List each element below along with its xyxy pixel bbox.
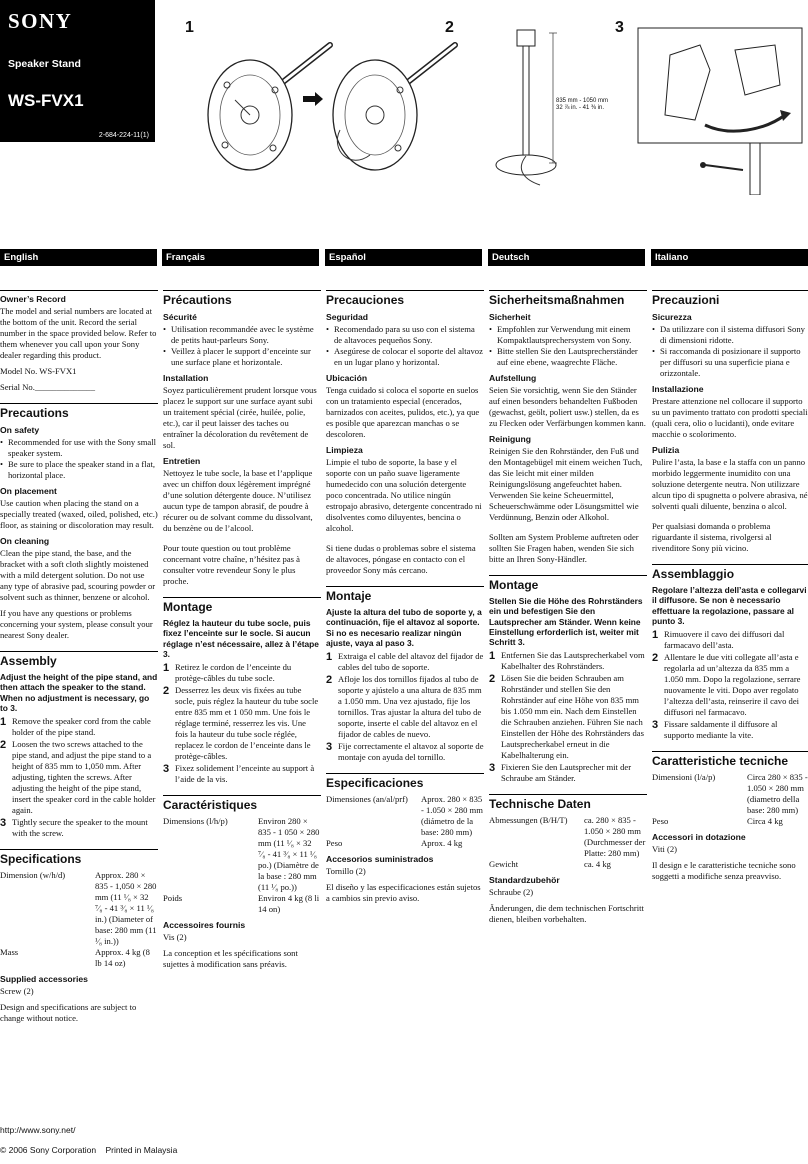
list-item: • Be sure to place the speaker stand in a flat, horizontal place.: [0, 459, 158, 481]
securite-title: Sécurité: [163, 312, 197, 323]
placement-text: Use caution when placing the stand on a specially treated (waxed, oiled, polished, etc.) floor, as staining or discoloration may result.: [0, 498, 158, 531]
height-dimension: [556, 98, 608, 112]
list-item: • Bitte stellen Sie den Lautsprecherständer auf eine ebene, waagrechte Fläche.: [489, 346, 647, 368]
step-text: Retirez le cordon de l’enceinte du protège-câbles du tube socle.: [175, 661, 292, 683]
arrow-right-icon: [303, 92, 323, 106]
montage-subtitle: Stellen Sie die Höhe des Rohrständers ein und befestigen Sie den Lautsprecher am Ständer. Wenn keine Einstellung erforderlich ist, weiter mit Schritt 3.: [489, 596, 643, 647]
montage-steps: [489, 650, 647, 784]
spec-mass: [0, 947, 158, 969]
step-number: 2: [0, 738, 7, 751]
montage-steps: [163, 662, 321, 785]
step-number: 1: [489, 649, 496, 662]
spec-label: Poids: [163, 892, 183, 903]
spec-value: Approx. 4 kg (8 lb 14 oz): [95, 946, 150, 968]
precauciones-title: Precauciones: [326, 290, 484, 307]
spec-dimension: [489, 815, 647, 859]
montage-subtitle: Réglez la hauteur du tube socle, puis fixez l’enceinte sur le socle. Si aucun réglage n’est nécessaire, allez à l’étape 3.: [163, 618, 319, 659]
spec-label: Gewicht: [489, 858, 519, 869]
copyright: © 2006 Sony Corporation Printed in Malaysia: [0, 1145, 178, 1155]
specifications-title: Specifications: [0, 849, 158, 866]
spec-label: Abmessungen (B/H/T): [489, 814, 568, 825]
step-text: Fixez solidement l’enceinte au support à l’aide de la vis.: [175, 762, 315, 784]
step-number: 1: [326, 650, 333, 663]
step-text: Fissare saldamente il diffusore al supporto mediante la vite.: [664, 718, 778, 740]
part-number: 2-684-224-11(1): [98, 132, 149, 139]
technische-daten-title: Technische Daten: [489, 794, 647, 811]
list-item: [489, 673, 647, 761]
questions-text: Per qualsiasi domanda o problema riguardante il sistema, rivolgersi al rivenditore Sony più vicino.: [652, 521, 772, 554]
spec-value: Approx. 280 × 835 - 1,050 × 280 mm (11 ¹⁄₈ × 32 ⁷⁄₈ - 41 ³⁄₈ × 11 ¹⁄₈ in.) (Diameter of base: 280 mm (11 ¹⁄₈ in.)): [95, 869, 157, 946]
spec-mass: [326, 838, 484, 849]
sicurezza-title: Sicurezza: [652, 312, 692, 323]
placement-title: On placement: [0, 486, 57, 497]
serial-number: Serial No.______________: [0, 382, 96, 392]
illustration-step-1: 1: [185, 19, 194, 36]
questions-text: Pour toute question ou tout problème concernant votre chaîne, n’hésitez pas à consulter votre revendeur Sony le plus proche.: [163, 543, 300, 587]
step-text: Extraiga el cable del altavoz del fijador de cables del tubo de soporte.: [338, 650, 484, 672]
spec-mass: [489, 859, 647, 870]
design-notice: La conception et les spécifications sont sujettes à modification sans préavis.: [163, 947, 298, 969]
list-item: • Veillez à placer le support d’enceinte sur une surface plane et horizontale.: [163, 346, 321, 368]
spec-value: Aprox. 4 kg: [421, 837, 463, 848]
spec-label: Dimensiones (an/al/prf): [326, 793, 408, 804]
spec-label: Mass: [0, 946, 19, 957]
owners-record-text: The model and serial numbers are located at the bottom of the unit. Record the serial number in the space provided below. Refer to them whenever you call upon your Sony dealer regarding this product.: [0, 306, 157, 360]
spec-label: Peso: [652, 815, 669, 826]
step-text: Rimuovere il cavo dei diffusori dal farmacavo dell’asta.: [664, 628, 785, 650]
accesorios-title: Accesorios suministrados: [326, 853, 434, 864]
illustration-step-3: 3: [615, 19, 624, 36]
entretien-title: Entretien: [163, 456, 201, 467]
tab-english: English: [0, 249, 157, 266]
spec-label: Dimensioni (l/a/p): [652, 771, 716, 782]
list-item: [0, 739, 158, 816]
limpieza-text: Limpie el tubo de soporte, la base y el soporte con un paño suave ligeramente humedecido con una solución detergente poco concentrada. No utilice ningún estropajo abrasivo, detergente concentrado ni disolventes como diluyentes, bencina o alcohol.: [326, 457, 482, 534]
design-notice: Design and specifications are subject to change without notice.: [0, 1001, 137, 1023]
tab-italiano: Italiano: [651, 249, 808, 266]
assemblaggio-subtitle: Regolare l’altezza dell’asta e collegarvi il diffusore. Se non è necessario effettuare la regolazione, passare al punto 3.: [652, 585, 807, 626]
column-english: [0, 290, 158, 1029]
list-item: [326, 741, 484, 763]
questions-text: Si tiene dudas o problemas sobre el sistema de altavoces, póngase en contacto con el proveedor Sony más cercano.: [326, 543, 476, 576]
header-banner: [0, 0, 155, 142]
tab-deutsch: Deutsch: [488, 249, 645, 266]
step-text: Fixieren Sie den Lautsprecher mit der Schraube am Ständer.: [501, 761, 632, 783]
spec-label: Peso: [326, 837, 343, 848]
model-number: Model No. WS-FVX1: [0, 366, 77, 376]
sicurezza-list: [652, 324, 808, 379]
tab-espanol: Español: [325, 249, 482, 266]
list-item: [326, 651, 484, 673]
sony-logo: SONY: [8, 9, 73, 33]
design-notice: Il design e le caratteristiche tecniche sono soggetti a modifiche senza preavviso.: [652, 859, 796, 881]
installation-text: Soyez particulièrement prudent lorsque vous placez le support sur une surface ayant subi un traitement spécial (cirée, huilée, polie, etc.), car il peut laisser des taches ou entraîner la décoloration du revêtement de sol.: [163, 385, 317, 451]
list-item: [489, 762, 647, 784]
montaje-subtitle: Ajuste la altura del tubo de soporte y, a continuación, fije el altavoz al soporte. Si no es necesario realizar ningún ajuste, vaya al paso 3.: [326, 607, 482, 648]
tab-francais: Français: [162, 249, 319, 266]
securite-list: [163, 324, 321, 368]
spec-value: Environ 280 × 835 - 1 050 × 280 mm (11 ¹⁄₈ × 32 ⁷⁄₈ - 41 ³⁄₈ × 11 ¹⁄₈ po.) (Diamètre de la base : 280 mm (11 ¹⁄₈ po.)): [258, 815, 320, 892]
step-text: Desserrez les deux vis fixées au tube socle, puis réglez la hauteur du tube socle entre 835 mm et 1 050 mm. Une fois le réglage terminé, resserrez les vis. Une fois la hauteur du tube socle réglée, replacez le cordon de l’enceinte dans le protège-câbles.: [175, 684, 319, 761]
installazione-text: Prestare attenzione nel collocare il supporto su un pavimento trattato con prodotti speciali (quali cera, olio o lucidanti), onde evitare macchie o scolorimento.: [652, 396, 808, 440]
column-deutsch: [489, 290, 647, 930]
reinigung-text: Reinigen Sie den Rohrständer, den Fuß und den Montagebügel mit einem weichen Tuch, das Sie leicht mit einer milden Reinigungslösung angefeuchtet haben. Verwenden Sie keine Scheuermittel, Scheuerschwämme oder Lösungsmittel wie Verdünnung, Benzin oder Alkohol.: [489, 446, 643, 523]
limpieza-title: Limpieza: [326, 445, 363, 456]
column-espanol: [326, 290, 484, 909]
entretien-text: Nettoyez le tube socle, la base et l’applique avec un chiffon doux légèrement imprégné d’une solution détergente douce. N’utilisez aucun type de tampon abrasif, de poudre à récurer ou de solvant comme du dissolvant, du benzène ou de l’alcool.: [163, 468, 313, 534]
spec-value: ca. 4 kg: [584, 858, 611, 869]
montage-title: Montage: [163, 597, 321, 614]
list-item: [652, 652, 808, 718]
list-item: [652, 629, 808, 651]
questions-text: If you have any questions or problems concerning your system, please consult your nearest Sony dealer.: [0, 608, 153, 641]
spec-mass: [652, 816, 808, 827]
accessoires-text: Vis (2): [163, 931, 187, 942]
list-item: • Si raccomanda di posizionare il supporto per diffusori su una superficie piana e orizzontale.: [652, 346, 808, 379]
accessori-title: Accessori in dotazione: [652, 831, 746, 842]
spec-value: Circa 280 × 835 - 1.050 × 280 mm (diametro della base: 280 mm): [747, 771, 808, 815]
step-text: Afloje los dos tornillos fijados al tubo de soporte y ajústelo a una altura de 835 mm a 1.050 mm. Una vez ajustado, fije los tornillos. Tras ajustar la altura del tubo de soporte, inserte el cable del altavoz en el fijador de cables de nuevo.: [338, 673, 482, 739]
sony-website-link[interactable]: http://www.sony.net/: [0, 1125, 76, 1135]
owners-record-title: Owner’s Record: [0, 290, 158, 305]
list-item: • Asegúrese de colocar el soporte del altavoz en un lugar plano y horizontal.: [326, 346, 484, 368]
list-item: [163, 662, 321, 684]
step-text: Entfernen Sie das Lautsprecherkabel vom Kabelhalter des Rohrständers.: [501, 649, 645, 671]
step-number: 1: [0, 715, 7, 728]
list-item: [652, 719, 808, 741]
spec-value: Aprox. 280 × 835 - 1.050 × 280 mm (diámetro de la base: 280 mm): [421, 793, 483, 837]
safety-title: On safety: [0, 425, 40, 436]
cleaning-title: On cleaning: [0, 536, 50, 547]
step-number: 3: [0, 816, 7, 829]
precautions-title: Precautions: [0, 403, 158, 420]
list-item: • Da utilizzare con il sistema diffusori Sony di dimensioni ridotte.: [652, 324, 808, 346]
assembly-steps: [0, 716, 158, 839]
accessori-text: Viti (2): [652, 843, 678, 854]
spec-value: Environ 4 kg (8 li 14 on): [258, 892, 320, 914]
spec-dimension: [0, 870, 158, 947]
ubicacion-title: Ubicación: [326, 373, 368, 384]
caratteristiche-title: Caratteristiche tecniche: [652, 751, 808, 768]
especificaciones-title: Especificaciones: [326, 773, 484, 790]
step-text: Loosen the two screws attached to the pipe stand, and adjust the pipe stand to a height of 835 mm to 1,050 mm. After adjusting, tighten the screws. After adjusting the height of the pipe stand, insert the speaker cord in the cable holder again.: [12, 738, 156, 815]
sicherheit-title: Sicherheit: [489, 312, 531, 323]
safety-list: [0, 437, 158, 481]
list-item: [163, 685, 321, 762]
questions-text: Sollten am System Probleme auftreten oder sollten Sie Fragen haben, wenden Sie sich bitte an Ihren Sony-Händler.: [489, 532, 639, 565]
cleaning-text: Clean the pipe stand, the base, and the bracket with a soft cloth slightly moistened with a mild detergent solution. Do not use any type of abrasive pad, scouring powder or solvent such as thinner, benzene or alcohol.: [0, 548, 156, 603]
step-number: 3: [163, 762, 170, 775]
assembly-title: Assembly: [0, 651, 158, 668]
design-notice: El diseño y las especificaciones están sujetos a cambios sin previo aviso.: [326, 881, 481, 903]
dimension-metric: 835 mm - 1050 mm: [556, 98, 609, 104]
step-number: 2: [326, 673, 333, 686]
list-item: [489, 650, 647, 672]
montaje-title: Montaje: [326, 586, 484, 603]
step-text: Lösen Sie die beiden Schrauben am Rohrständer und stellen Sie den Rohrständer auf eine Höhe von 835 mm bis 1.050 mm ein. Nach dem Einstellen die Schrauben anziehen. Führen Sie nach Einstellen der Höhe des Rohrständers das Lautsprecherkabel erneut in die Kabelhalterung ein.: [501, 672, 644, 760]
installation-title: Installation: [163, 373, 209, 384]
assemblaggio-title: Assemblaggio: [652, 564, 808, 581]
stand-base-drawing-2: [330, 30, 460, 180]
assemblaggio-steps: [652, 629, 808, 741]
product-type: Speaker Stand: [8, 58, 81, 70]
spec-mass: [163, 893, 321, 915]
seguridad-title: Seguridad: [326, 312, 369, 323]
sicherheit-list: [489, 324, 647, 368]
dimension-imperial: 32 ⅞ in. - 41 ⅜ in.: [556, 105, 605, 112]
pulizia-text: Pulire l’asta, la base e la staffa con un panno morbido leggermente inumidito con una soluzione detergente neutra. Non utilizzare alcun tipo di spugnetta o polvere abrasiva, né solventi quali diluente, benzina o alcol.: [652, 457, 808, 512]
list-item: [0, 716, 158, 738]
montage-title: Montage: [489, 575, 647, 592]
illustration-step-2: 2: [445, 19, 454, 36]
design-notice: Änderungen, die dem technischen Fortschritt dienen, bleiben vorbehalten.: [489, 902, 644, 924]
assembly-illustration: [165, 0, 808, 200]
precauzioni-title: Precauzioni: [652, 290, 808, 307]
step-number: 3: [326, 740, 333, 753]
list-item: • Empfohlen zur Verwendung mit einem Kompaktlautsprechersystem von Sony.: [489, 324, 647, 346]
list-item: [0, 817, 158, 839]
caracteristiques-title: Caractéristiques: [163, 795, 321, 812]
pulizia-title: Pulizia: [652, 445, 680, 456]
step-number: 3: [652, 718, 659, 731]
ubicacion-text: Tenga cuidado si coloca el soporte en suelos con un tratamiento especial (encerados, barnizados con aceites, pulidos, etc.), ya que es posible que aparezcan manchas o se descoloren.: [326, 385, 480, 440]
spec-dimension: [326, 794, 484, 838]
column-francais: [163, 290, 321, 975]
spec-dimension: [652, 772, 808, 816]
supplied-accessories-text: Screw (2): [0, 985, 34, 996]
seguridad-list: [326, 324, 484, 368]
spec-label: Dimensions (l/h/p): [163, 815, 228, 826]
step-text: Fije correctamente el altavoz al soporte de montaje con ayuda del tornillo.: [338, 740, 484, 762]
column-italiano: [652, 290, 808, 887]
step-text: Tightly secure the speaker to the mount with the screw.: [12, 816, 148, 838]
list-item: [326, 674, 484, 740]
installazione-title: Installazione: [652, 384, 704, 395]
speaker-mount-drawing: [635, 25, 805, 195]
step-text: Remove the speaker cord from the cable holder of the pipe stand.: [12, 715, 151, 737]
assembly-subtitle: Adjust the height of the pipe stand, and then attach the speaker to the stand. When no adjustment is necessary, go to 3.: [0, 672, 158, 713]
aufstellung-text: Seien Sie vorsichtig, wenn Sie den Ständer auf einen besonders behandelten Fußboden (gewachst, geölt, poliert usw.) stellen, da es zu Flecken oder Verfärbungen kommen kann.: [489, 385, 646, 429]
step-text: Allentare le due viti collegate all’asta e regolarla ad un’altezza da 835 mm a 1.050 mm. Dopo la regolazione, serrare nuovamente le viti. Dopo aver regolato l’altezza dell’asta, reinserire il cavo dei diffusori nel farmacavo.: [664, 651, 801, 717]
spec-label: Dimension (w/h/d): [0, 869, 66, 880]
step-number: 2: [163, 684, 170, 697]
list-item: • Recommended for use with the Sony small speaker system.: [0, 437, 158, 459]
list-item: • Recomendado para su uso con el sistema de altavoces pequeños Sony.: [326, 324, 484, 346]
spec-value: Circa 4 kg: [747, 815, 783, 826]
list-item: • Utilisation recommandée avec le système de petits haut-parleurs Sony.: [163, 324, 321, 346]
step-number: 3: [489, 761, 496, 774]
sicherheitsmassnahmen-title: Sicherheitsmaßnahmen: [489, 290, 647, 307]
model-name: WS-FVX1: [8, 91, 84, 110]
step-number: 1: [652, 628, 659, 641]
spec-value: ca. 280 × 835 - 1.050 × 280 mm (Durchmesser der Platte: 280 mm): [584, 814, 646, 858]
precautions-title: Précautions: [163, 290, 321, 307]
accessoires-title: Accessoires fournis: [163, 919, 246, 930]
list-item: [163, 763, 321, 785]
step-number: 2: [489, 672, 496, 685]
aufstellung-title: Aufstellung: [489, 373, 537, 384]
step-number: 2: [652, 651, 659, 664]
montaje-steps: [326, 651, 484, 763]
reinigung-title: Reinigung: [489, 434, 532, 445]
spec-dimension: [163, 816, 321, 893]
standardzubehoer-text: Schraube (2): [489, 886, 534, 897]
step-number: 1: [163, 661, 170, 674]
accesorios-text: Tornillo (2): [326, 865, 366, 876]
standardzubehoer-title: Standardzubehör: [489, 874, 560, 885]
supplied-accessories-title: Supplied accessories: [0, 973, 88, 984]
